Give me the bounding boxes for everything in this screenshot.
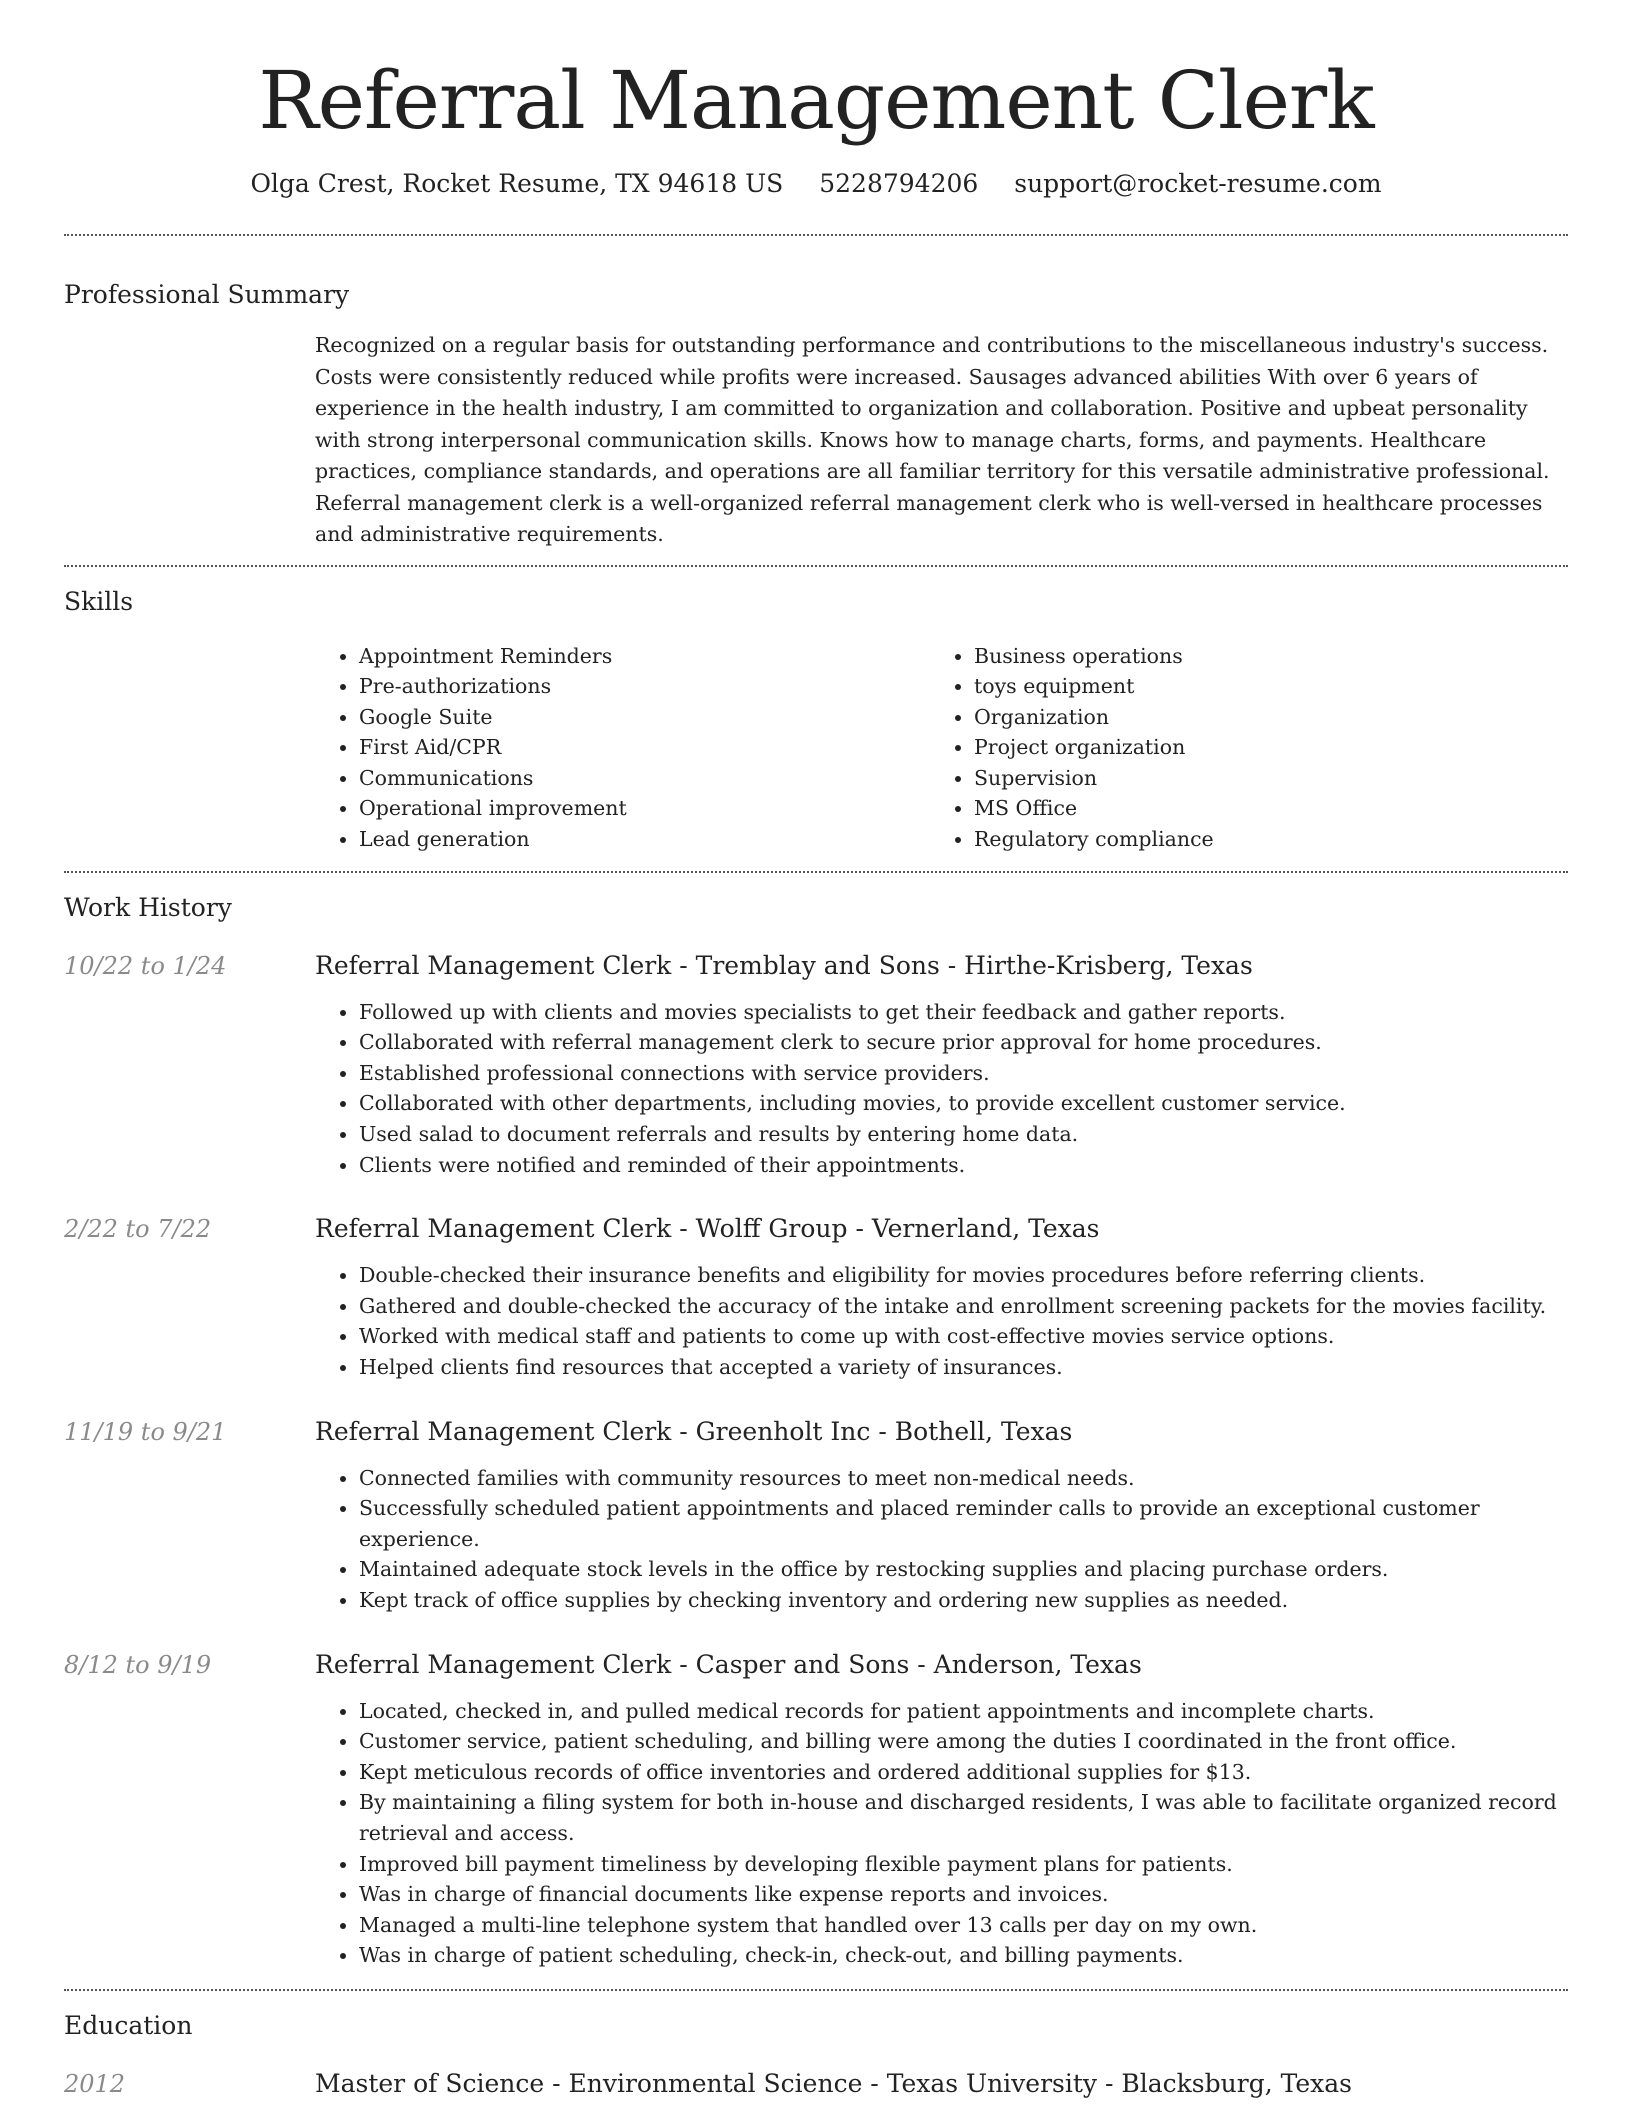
job-entry	[64, 1415, 1568, 1616]
education-entry	[64, 2067, 1568, 2101]
job-title: Referral Management Clerk - Casper and Sons - Anderson, Texas	[315, 1649, 1142, 1679]
skill-item: • Project organization	[974, 732, 1545, 763]
job-bullet: • Improved bill payment timeliness by developing flexible payment plans for patients.	[359, 1849, 1568, 1880]
education-title: Master of Science - Environmental Science - Texas University - Blacksburg, Texas	[315, 2068, 1352, 2098]
education-section	[64, 1991, 1568, 2101]
job-bullet: • Kept track of office supplies by checking inventory and ordering new supplies as needed.	[359, 1585, 1568, 1616]
skill-item: • First Aid/CPR	[359, 732, 930, 763]
job-bullet: • Located, checked in, and pulled medical records for patient appointments and incomplete charts.	[359, 1696, 1568, 1727]
summary-heading: Professional Summary	[64, 280, 350, 309]
job-bullets	[315, 1260, 1568, 1382]
job-dates: 8/12 to 9/19	[64, 1650, 212, 1679]
summary-section	[64, 236, 1568, 551]
job-details	[315, 1648, 1568, 1971]
job-bullet: • Connected families with community resources to meet non-medical needs.	[359, 1463, 1568, 1494]
skill-item: • Google Suite	[359, 702, 930, 733]
job-bullet: • Was in charge of patient scheduling, check-in, check-out, and billing payments.	[359, 1940, 1568, 1971]
job-bullet: • Clients were notified and reminded of their appointments.	[359, 1150, 1568, 1181]
job-bullet: • By maintaining a filing system for both in-house and discharged residents, I was able to facilitate organized record retrieval and access.	[359, 1787, 1568, 1848]
job-bullet: • Collaborated with referral management clerk to secure prior approval for home procedures.	[359, 1027, 1568, 1058]
job-bullet: • Gathered and double-checked the accuracy of the intake and enrollment screening packets for the movies facility.	[359, 1291, 1568, 1322]
education-heading: Education	[64, 2010, 193, 2040]
skill-item: • Pre-authorizations	[359, 671, 930, 702]
job-bullet: • Double-checked their insurance benefits and eligibility for movies procedures before referring clients.	[359, 1260, 1568, 1291]
skill-item: • Supervision	[974, 763, 1545, 794]
job-details	[315, 1415, 1568, 1616]
contact-address: Olga Crest, Rocket Resume, TX 94618 US	[250, 169, 784, 198]
skill-item: • Business operations	[974, 641, 1545, 672]
skills-heading: Skills	[64, 586, 134, 616]
job-bullet: • Helped clients find resources that accepted a variety of insurances.	[359, 1352, 1568, 1383]
job-details	[315, 949, 1568, 1181]
job-entry	[64, 1648, 1568, 1971]
work-history-heading: Work History	[64, 892, 232, 922]
job-bullet: • Managed a multi-line telephone system that handled over 13 calls per day on my own.	[359, 1910, 1568, 1941]
job-entry	[64, 949, 1568, 1181]
contact-line	[64, 166, 1568, 202]
skill-item: • Appointment Reminders	[359, 641, 930, 672]
skill-item: • MS Office	[974, 793, 1545, 824]
candidate-name: Referral Management Clerk	[258, 54, 1374, 147]
job-bullet: • Used salad to document referrals and results by entering home data.	[359, 1119, 1568, 1150]
job-title: Referral Management Clerk - Wolff Group - Vernerland, Texas	[315, 1214, 1100, 1244]
skill-item: • Communications	[359, 763, 930, 794]
resume-header	[64, 0, 1568, 202]
job-bullets	[315, 997, 1568, 1181]
job-details	[315, 1212, 1568, 1382]
skills-list-right	[930, 641, 1545, 855]
job-bullet: • Was in charge of financial documents like expense reports and invoices.	[359, 1879, 1568, 1910]
education-details	[315, 2067, 1568, 2101]
skill-item: • Lead generation	[359, 824, 930, 855]
job-bullet: • Customer service, patient scheduling, and billing were among the duties I coordinated in the front office.	[359, 1726, 1568, 1757]
job-dates: 11/19 to 9/21	[64, 1417, 227, 1446]
job-entry	[64, 1212, 1568, 1382]
skill-item: • Operational improvement	[359, 793, 930, 824]
job-bullet: • Established professional connections with service providers.	[359, 1058, 1568, 1089]
job-bullet: • Successfully scheduled patient appointments and placed reminder calls to provide an exceptional customer experience.	[359, 1493, 1568, 1554]
job-title: Referral Management Clerk - Greenholt Inc - Bothell, Texas	[315, 1416, 1073, 1446]
job-title: Referral Management Clerk - Tremblay and Sons - Hirthe-Krisberg, Texas	[315, 950, 1253, 980]
skill-item: • toys equipment	[974, 671, 1545, 702]
job-bullets	[315, 1463, 1568, 1616]
job-dates: 2/22 to 7/22	[64, 1215, 212, 1244]
job-bullet: • Collaborated with other departments, including movies, to provide excellent customer service.	[359, 1088, 1568, 1119]
summary-text: Recognized on a regular basis for outstanding performance and contributions to the miscellaneous industry's success. Costs were consistently reduced while profits were increased. Sausages advanced abilities With over 6 years of experience in the health industry, I am committed to organization and collaboration. Positive and upbeat personality with strong interpersonal communication skills. Knows how to manage charts, forms, and payments. Healthcare practices, compliance standards, and operations are all familiar territory for this versatile administrative professional. Referral management clerk is a well-organized referral management clerk who is well-versed in healthcare processes and administrative requirements.	[315, 333, 1550, 546]
job-dates: 10/22 to 1/24	[64, 951, 227, 980]
skill-item: • Organization	[974, 702, 1545, 733]
work-history-section	[64, 873, 1568, 1989]
job-bullet: • Kept meticulous records of office inventories and ordered additional supplies for $13.	[359, 1757, 1568, 1788]
education-year: 2012	[64, 2069, 126, 2098]
skills-section	[64, 567, 1568, 855]
skill-item: • Regulatory compliance	[974, 824, 1545, 855]
contact-phone: 5228794206	[819, 169, 979, 198]
skills-list-left	[315, 641, 930, 855]
contact-email: support@rocket-resume.com	[1014, 169, 1382, 198]
skills-columns	[315, 641, 1568, 855]
job-bullet: • Maintained adequate stock levels in the office by restocking supplies and placing purchase orders.	[359, 1554, 1568, 1585]
job-bullets	[315, 1696, 1568, 1971]
job-bullet: • Followed up with clients and movies specialists to get their feedback and gather reports.	[359, 997, 1568, 1028]
job-bullet: • Worked with medical staff and patients to come up with cost-effective movies service options.	[359, 1321, 1568, 1352]
